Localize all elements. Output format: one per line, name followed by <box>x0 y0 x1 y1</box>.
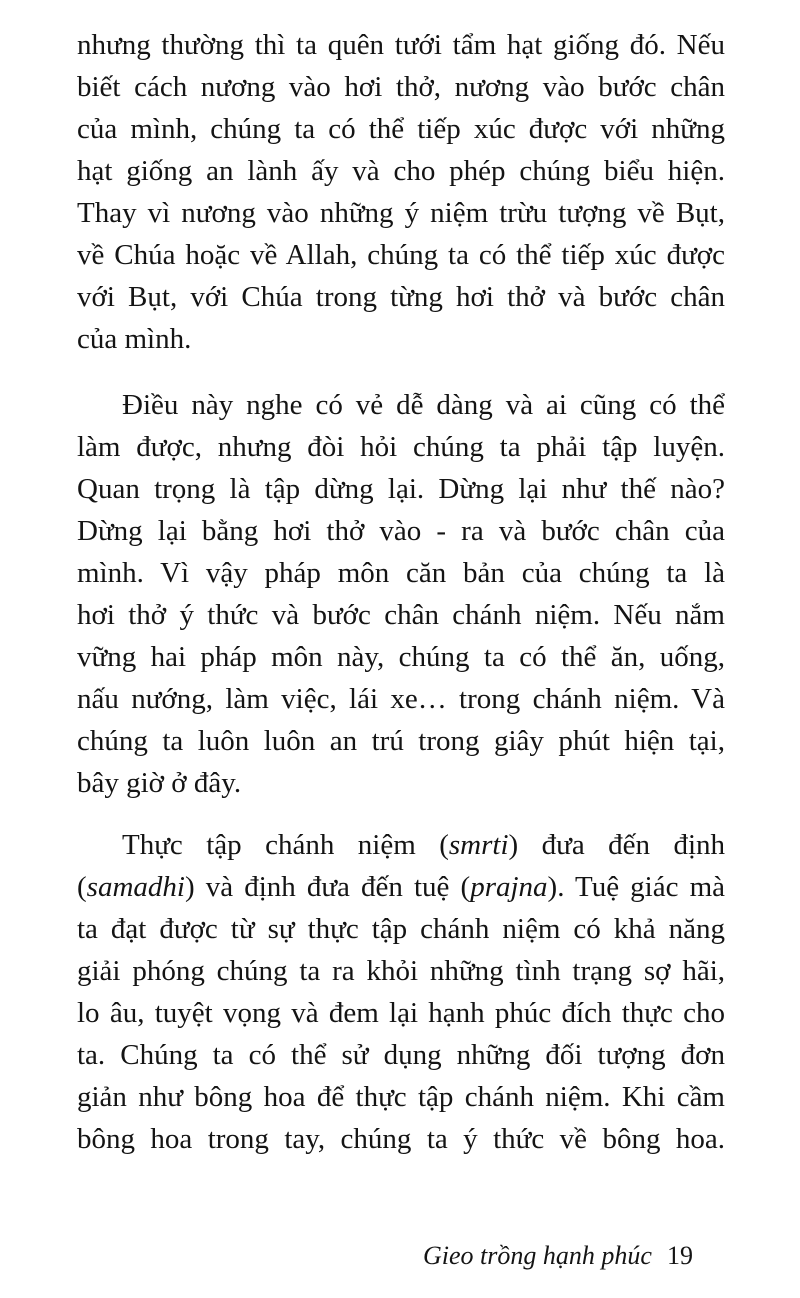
paragraph-spacer <box>77 804 725 824</box>
italic-term-samadhi: samadhi <box>86 871 185 903</box>
text-line: biết cách nương vào hơi thở, nương vào bước chân <box>77 71 725 103</box>
text-line: bây giờ ở đây. <box>77 767 242 799</box>
text-line: mình. Vì vậy pháp môn căn bản của chúng ta là <box>77 557 725 589</box>
italic-term-prajna: prajna <box>470 871 548 903</box>
text-line: bông hoa trong tay, chúng ta ý thức về bông hoa. <box>77 1123 725 1155</box>
text-line: nấu nướng, làm việc, lái xe… trong chánh niệm. Và <box>77 683 725 715</box>
paragraph-3 <box>77 824 725 1160</box>
page-footer <box>420 1236 720 1276</box>
paragraph-1 <box>77 24 725 360</box>
paragraph-spacer <box>77 360 725 384</box>
text-line: của mình, chúng ta có thể tiếp xúc được với những <box>77 113 725 145</box>
text-line: hơi thở ý thức và bước chân chánh niệm. Nếu nắm <box>77 599 725 631</box>
text-run: Thực tập chánh niệm ( <box>122 829 449 861</box>
text-line <box>77 824 725 866</box>
text-run: ) đưa đến định <box>508 829 725 861</box>
text-line: giải phóng chúng ta ra khỏi những tình trạng sợ hãi, <box>77 955 725 987</box>
book-page <box>77 24 725 1160</box>
italic-term-smrti: smrti <box>448 829 509 861</box>
text-line: ta. Chúng ta có thể sử dụng những đối tượng đơn <box>77 1039 725 1071</box>
text-line: ta đạt được từ sự thực tập chánh niệm có khả năng <box>77 913 725 945</box>
text-run: ( <box>77 871 87 903</box>
page-number: 19 <box>667 1241 693 1270</box>
text-line: Quan trọng là tập dừng lại. Dừng lại như thế nào? <box>77 473 725 505</box>
text-line: Điều này nghe có vẻ dễ dàng và ai cũng có thể <box>122 389 725 421</box>
text-line: nhưng thường thì ta quên tưới tẩm hạt giống đó. Nếu <box>77 29 725 61</box>
text-line: lo âu, tuyệt vọng và đem lại hạnh phúc đích thực cho <box>77 997 725 1029</box>
paragraph-2 <box>77 384 725 804</box>
text-line: Thay vì nương vào những ý niệm trừu tượng về Bụt, <box>77 197 725 229</box>
text-line: Dừng lại bằng hơi thở vào - ra và bước chân của <box>77 515 725 547</box>
text-line: chúng ta luôn luôn an trú trong giây phút hiện tại, <box>77 725 725 757</box>
text-run: ). Tuệ giác mà <box>547 871 725 903</box>
text-line: hạt giống an lành ấy và cho phép chúng biểu hiện. <box>77 155 725 187</box>
text-line: về Chúa hoặc về Allah, chúng ta có thể tiếp xúc được <box>77 239 725 271</box>
text-line: của mình. <box>77 323 192 355</box>
text-line: giản như bông hoa để thực tập chánh niệm. Khi cầm <box>77 1081 725 1113</box>
text-line <box>77 866 725 908</box>
text-run: ) và định đưa đến tuệ ( <box>184 871 471 903</box>
text-line: làm được, nhưng đòi hỏi chúng ta phải tập luyện. <box>77 431 725 463</box>
running-footer-book-title: Gieo trồng hạnh phúc <box>423 1241 652 1270</box>
text-line: vững hai pháp môn này, chúng ta có thể ăn, uống, <box>77 641 725 673</box>
text-line: với Bụt, với Chúa trong từng hơi thở và bước chân <box>77 281 725 313</box>
